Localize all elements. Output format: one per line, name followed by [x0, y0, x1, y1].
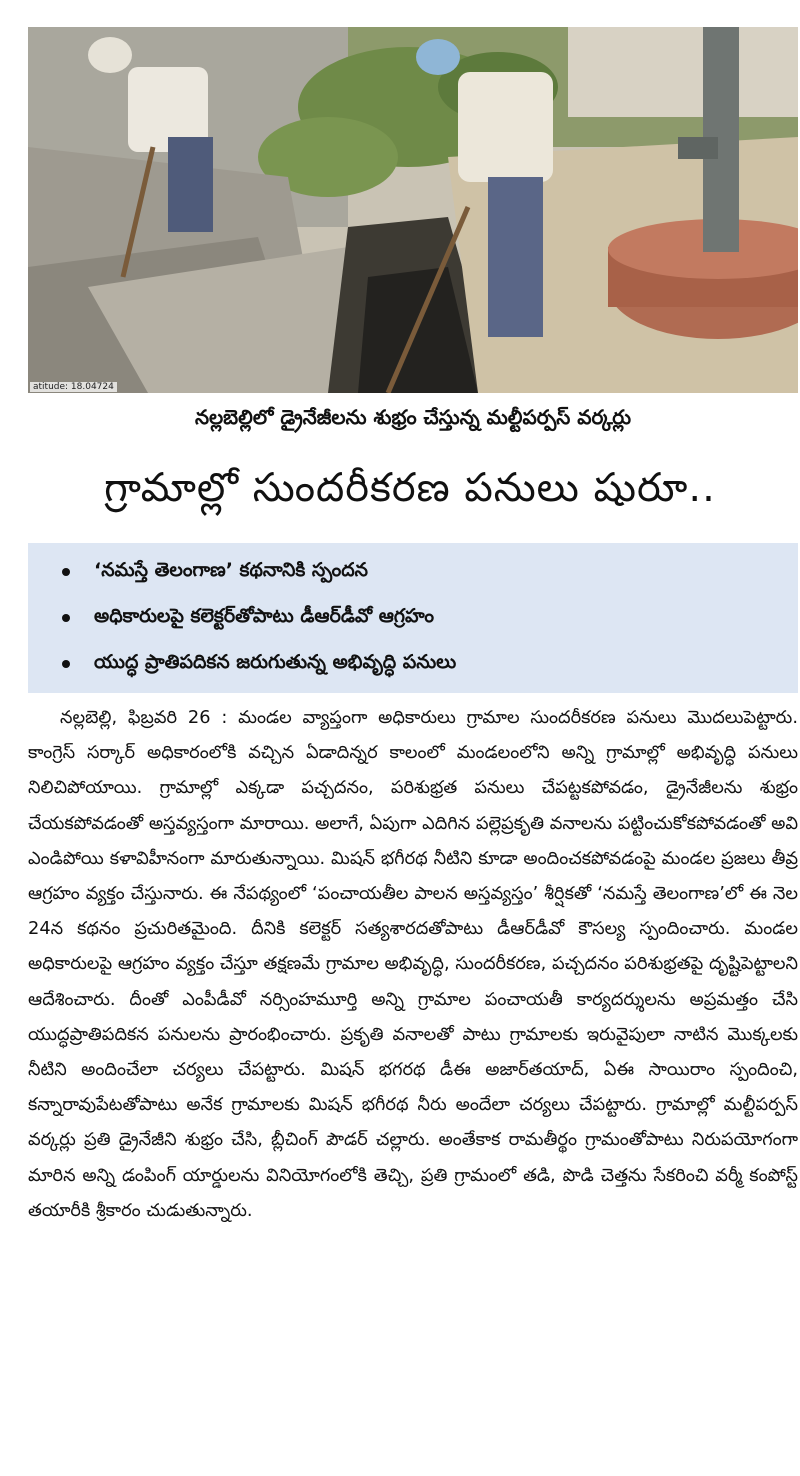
article-paragraph: నల్లబెల్లి, ఫిబ్రవరి 26 : మండల వ్యాప్తంగా అధికారులు గ్రామాల సుందరీకరణ పనులు మొదలుపెట్టారు. కాంగ్రెస్ సర్కార్ అధికారంలోకి వచ్చిన ఏడాదిన్నర కాలంలో మండలంలోని అన్ని గ్రామాల్లో అభివృద్ధి పనులు నిలిచిపోయాయి. గ్రామాల్లో ఎక్కడా పచ్చదనం, పరిశుభ్రత పనులు చేపట్టకపోవడం, డ్రైనేజీలను శుభ్రం చేయకపోవడంతో అస్తవ్యస్తంగా మారాయి. అలాగే, ఏపుగా ఎదిగిన పల్లెప్రకృతి వనాలను పట్టించుకోకపోవడంతో అవి ఎండిపోయి కళావిహీనంగా మారుతున్నాయి. మిషన్ భగీరథ నీటిని కూడా అందించకపోవడంపై మండల ప్రజలు తీవ్ర ఆగ్రహం వ్యక్తం చేస్తునారు. ఈ నేపథ్యంలో ‘పంచాయతీల పాలన అస్తవ్యస్తం’ శీర్షికతో ‘నమస్తే తెలంగాణ’లో ఈ నెల 24న కథనం ప్రచురితమైంది. దీనికి కలెక్టర్ సత్యశారదతోపాటు డీఆర్‌డీవో కౌసల్య స్పందించారు. మండల అధికారులపై ఆగ్రహం వ్యక్తం చేస్తూ తక్షణమే గ్రామాల అభివృద్ధి, సుందరీకరణ, పచ్చదనం పరిశుభ్రతపై దృష్టిపెట్టాలని ఆదేశించారు. దీంతో ఎంపీడీవో నర్సింహమూర్తి అన్ని గ్రామాల పంచాయతీ కార్యదర్శులను అప్రమత్తం చేసి యుద్ధప్రాతిపదికన పనులను ప్రారంభించారు. ప్రకృతి వనాలతో పాటు గ్రామాలకు ఇరువైపులా నాటిన మొక్కలకు నీటిని అందించేలా చర్యలు చేపట్టారు. మిషన్ భగరథ డీఈ అజార్‌తయాద్, ఏఈ సాయిరాం స్పందించి, కన్నారావుపేటతోపాటు అనేక గ్రామాలకు మిషన్ భగీరథ నీరు అందేలా చర్యలు చేపట్టారు. గ్రామాల్లో మల్టీపర్పస్ వర్కర్లు ప్రతి డ్రైనేజీని శుభ్రం చేసి, బ్లీచింగ్ పౌడర్ చల్లారు. అంతేకాక రామతీర్థం గ్రామంతోపాటు నిరుపయోగంగా మారిన అన్ని డంపింగ్ యార్డులను వినియోగంలోకి తెచ్చి, ప్రతి గ్రామంలో తడి, పొడి చెత్తను సేకరించి వర్మీ కంపోస్ట్ తయారీకి శ్రీకారం చుడుతున్నారు. — [28, 707, 798, 1221]
subhead-item — [28, 595, 798, 641]
subhead-item — [28, 549, 798, 595]
article-body — [28, 700, 798, 1470]
photo-coordinate-label: atitude: 18.04724 — [30, 382, 117, 392]
headline: గ్రామాల్లో సుందరీకరణ పనులు షురూ.. — [104, 465, 716, 511]
bullet-icon — [62, 614, 70, 622]
bullet-icon — [62, 568, 70, 576]
subhead-text: ‘నమస్తే తెలంగాణ’ కథనానికి స్పందన — [94, 558, 369, 581]
photo-caption: నల్లబెల్లిలో డ్రైనేజీలను శుభ్రం చేస్తున్న మల్టీపర్పస్ వర్కర్లు — [194, 405, 632, 429]
subhead-text: అధికారులపై కలెక్టర్‌తోపాటు డీఆర్‌డీవో ఆగ్రహం — [94, 604, 435, 627]
subhead-text: యుద్ధ ప్రాతిపదికన జరుగుతున్న అభివృద్ధి పనులు — [94, 650, 457, 673]
subhead-item — [28, 641, 798, 687]
subheads-box — [28, 543, 798, 693]
bullet-icon — [62, 660, 70, 668]
workers-cleaning-drain-photo — [28, 27, 798, 393]
news-photo — [28, 27, 798, 393]
